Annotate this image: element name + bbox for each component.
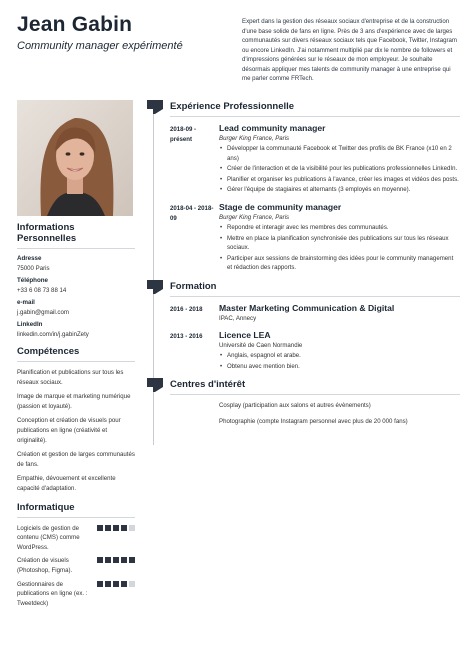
bullet-item: • Obtenu avec mention bien.	[219, 362, 460, 372]
it-item	[17, 524, 135, 553]
resume-header	[0, 0, 474, 93]
job-bullets	[219, 144, 460, 195]
level-dot-filled	[105, 557, 111, 563]
level-dot-filled	[105, 581, 111, 587]
bullet-item: • Mettre en place la planification synchronisée des publications sur tous les réseaux sociaux.	[219, 234, 460, 253]
bullet-item: • Développer la communauté Facebook et Twitter des profils de BK France (x10 en 2 ans)	[219, 144, 460, 163]
degree-title: Master Marketing Communication & Digital	[219, 302, 395, 313]
bullet-item: • Créer de l'interaction et de la visibilité pour les publications professionnelles LinkedIn.	[219, 164, 460, 174]
skill-item: Image de marque et marketing numérique (passion et loyauté).	[17, 393, 131, 410]
skill-level-rating	[97, 525, 135, 531]
level-dot-empty	[129, 525, 135, 531]
job-title: Lead community manager	[219, 123, 326, 133]
skills-heading: Compétences	[17, 346, 135, 362]
company-name: Burger King France, Paris	[219, 213, 290, 221]
address-value: 75000 Paris	[17, 265, 50, 272]
candidate-name: Jean Gabin	[17, 13, 133, 36]
entry-date: 2018-09 - présent	[170, 126, 197, 143]
phone-label: Téléphone	[17, 277, 48, 284]
level-dot-filled	[97, 581, 103, 587]
right-column	[147, 100, 460, 432]
interests-section	[147, 378, 460, 426]
skills-list	[17, 368, 135, 494]
interest-item: Photographie (compte Instagram personnel avec plus de 20 000 fans)	[219, 417, 408, 425]
education-heading: Formation	[170, 280, 460, 297]
level-dot-filled	[121, 557, 127, 563]
email-value[interactable]: j.gabin@gmail.com	[17, 309, 69, 316]
level-dot-filled	[121, 581, 127, 587]
it-heading: Informatique	[17, 502, 135, 518]
email-label: e-mail	[17, 299, 35, 306]
section-flag-icon	[147, 378, 163, 392]
education-bullets	[219, 351, 460, 371]
personal-info-heading: Informations Personnelles	[17, 222, 135, 249]
entry-date: 2018-04 - 2018-09	[170, 204, 214, 222]
level-dot-empty	[129, 581, 135, 587]
it-list	[17, 524, 135, 609]
education-entry	[170, 303, 460, 324]
it-item-label: Création de visuels (Photoshop, Figma).	[17, 557, 73, 574]
entry-date: 2016 - 2018	[170, 305, 203, 313]
section-flag-icon	[147, 100, 163, 114]
level-dot-filled	[97, 525, 103, 531]
level-dot-filled	[105, 525, 111, 531]
phone-value: +33 6 08 73 88 14	[17, 287, 67, 294]
section-flag-icon	[147, 280, 163, 294]
interests-heading: Centres d'intérêt	[170, 378, 460, 395]
education-section	[147, 280, 460, 372]
experience-entry	[170, 123, 460, 196]
it-item	[17, 580, 135, 609]
linkedin-label: LinkedIn	[17, 321, 43, 328]
school-name: Université de Caen Normandie	[219, 341, 303, 349]
skill-item: Création et gestion de larges communautés de fans.	[17, 451, 135, 468]
level-dot-filled	[129, 557, 135, 563]
level-dot-filled	[121, 525, 127, 531]
personal-info-list	[17, 255, 135, 338]
left-column	[17, 222, 135, 612]
bullet-item: • Repondre et interagir avec les membres des communautés.	[219, 223, 460, 233]
bullet-item: • Participer aux sessions de brainstorming des idées pour le community management et rédaction des rapports.	[219, 254, 460, 273]
skill-item: Planification et publications sur tous les réseaux sociaux.	[17, 369, 124, 386]
it-item-label: Logiciels de gestion de contenu (CMS) comme WordPress.	[17, 524, 80, 551]
company-name: Burger King France, Paris	[219, 135, 290, 142]
it-item-label: Gestionnaires de publications en ligne (ex. : Tweetdeck)	[17, 580, 88, 607]
experience-heading: Expérience Professionnelle	[170, 100, 460, 117]
skill-item: Conception et création de visuels pour publications en ligne (créativité et originalité).	[17, 417, 121, 444]
bullet-item: • Anglais, espagnol et arabe.	[219, 351, 460, 361]
address-label: Adresse	[17, 255, 42, 262]
experience-entry	[170, 202, 460, 274]
candidate-title: Community manager expérimenté	[17, 40, 183, 52]
skill-level-rating	[97, 557, 135, 563]
level-dot-filled	[113, 581, 119, 587]
skill-level-rating	[97, 581, 135, 587]
experience-section	[147, 100, 460, 274]
it-item	[17, 556, 135, 575]
linkedin-value[interactable]: linkedin.com/in/j.gabinZety	[17, 331, 89, 338]
bullet-item: • Planifier et organiser les publications à l'avance, créer les images et vidéos des posts.	[219, 175, 460, 185]
profile-photo	[17, 100, 133, 216]
entry-date: 2013 - 2016	[170, 332, 203, 340]
school-name: IPAC, Annecy	[219, 314, 257, 322]
interest-item: Cosplay (participation aux salons et autres évènements)	[219, 402, 371, 410]
skill-item: Empathie, dévouement et excellente capacité d'adaptation.	[17, 475, 116, 492]
bullet-item: • Gérer l'équipe de stagiaires et alternants (3 employés en moyenne).	[219, 185, 460, 195]
level-dot-filled	[113, 557, 119, 563]
level-dot-filled	[97, 557, 103, 563]
job-bullets	[219, 223, 460, 273]
job-title: Stage de community manager	[219, 201, 342, 212]
degree-title: Licence LEA	[219, 329, 271, 340]
education-entry	[170, 330, 460, 372]
profile-summary: Expert dans la gestion des réseaux sociaux d'entreprise et de la construction d'une base solide de fans en ligne. Près de 3 ans d'expérience avec de larges communautés sur divers réseaux sociaux tels que Facebook, Twitter, Instagram ou encore LinkedIn. J'ai notamment multiplié par dix le nombre de followers et d'impressions générées sur le réseaux de mon employeur. Je souhaite désormais appliquer mes talents de community manager à une entreprise qui me parler comme FRTech.	[242, 18, 457, 82]
level-dot-filled	[113, 525, 119, 531]
